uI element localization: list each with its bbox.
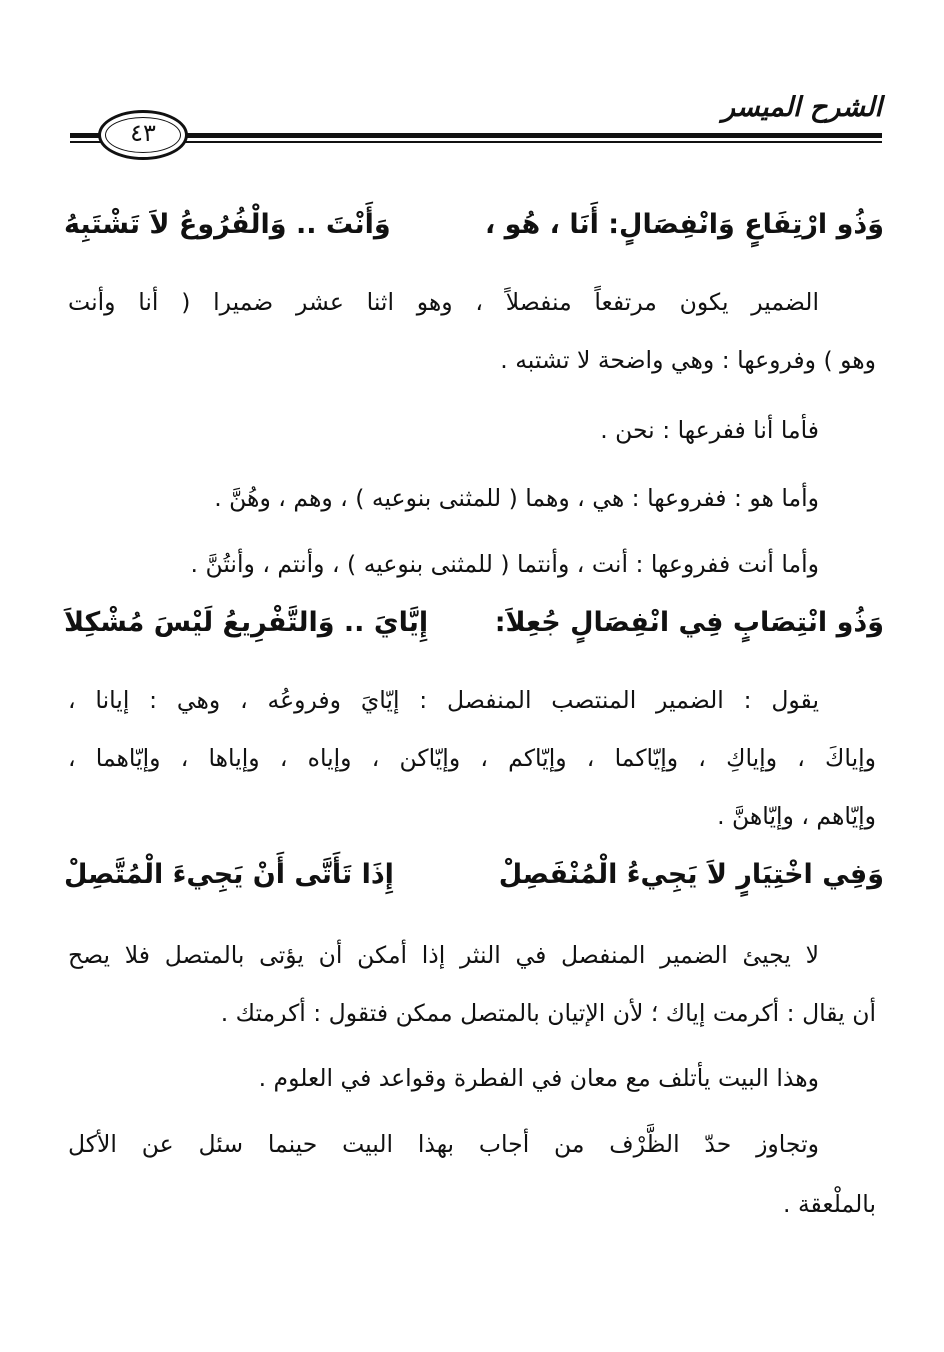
header-rule-thin: [70, 141, 882, 143]
paragraph-5-line-2: وإياكَ ، وإياكِ ، وإيّاكما ، وإيّاكم ، وإيّاكن ، وإياه ، وإياها ، وإيّاهما ،: [68, 744, 876, 772]
paragraph-8-line-2: بالملْعقة .: [783, 1190, 876, 1218]
verse-3-first-hemistich: وَفِي اخْتِيَارٍ لاَ يَجِيءُ الْمُنْفَصِلْ: [498, 859, 884, 890]
paragraph-6-line-2: أن يقال : أكرمت إياك ؛ لأن الإتيان بالمتصل ممكن فتقول : أكرمتك .: [220, 999, 876, 1027]
verse-line-2: [64, 603, 884, 643]
paragraph-8-line-1: وتجاوز حدّ الظَّرْف من أجاب بهذا البيت حينما سئل عن الأكل: [68, 1130, 819, 1158]
page-number: ٤٣: [130, 119, 156, 147]
verse-line-1: [64, 205, 884, 245]
verse-2-first-hemistich: وَذُو انْتِصَابٍ فِي انْفِصَالٍ جُعِلاَ:: [494, 607, 884, 638]
paragraph-1-line-1: الضمير يكون مرتفعاً منفصلاً ، وهو اثنا عشر ضميرا ( أنا وأنت: [68, 288, 819, 316]
paragraph-2: فأما أنا ففرعها : نحن .: [600, 416, 819, 444]
verse-line-3: [64, 855, 884, 895]
running-header-title: الشرح الميسر: [721, 92, 882, 123]
verse-1-second-hemistich: وَأَنْتَ .. وَالْفُرُوعُ لاَ تَشْتَبِهُ: [64, 209, 391, 240]
paragraph-5-line-1: يقول : الضمير المنتصب المنفصل : إيّايَ وفروعُه ، وهي : إيانا ،: [68, 686, 819, 714]
paragraph-3: وأما هو : ففروعها : هي ، وهما ( للمثنى بنوعيه ) ، وهم ، وهُنَّ .: [214, 484, 819, 512]
paragraph-6-line-1: لا يجيئ الضمير المنفصل في النثر إذا أمكن أن يؤتى بالمتصل فلا يصح: [68, 941, 819, 969]
verse-2-second-hemistich: إِيَّايَ .. وَالتَّفْرِيعُ لَيْسَ مُشْكِلاَ: [64, 607, 429, 638]
header-rule-thick: [70, 133, 882, 138]
paragraph-5-line-3: وإيّاهم ، وإيّاهنَّ .: [717, 802, 876, 830]
paragraph-1-line-2: وهو ) وفروعها : وهي واضحة لا تشتبه .: [500, 346, 876, 374]
paragraph-4: وأما أنت ففروعها : أنت ، وأنتما ( للمثنى بنوعيه ) ، وأنتم ، وأنتُنَّ .: [190, 550, 819, 578]
verse-1-first-hemistich: وَذُو ارْتِفَاعٍ وَانْفِصَالٍ: أَنَا ، هُو ،: [484, 209, 884, 240]
paragraph-7: وهذا البيت يأتلف مع معان في الفطرة وقواعد في العلوم .: [258, 1064, 819, 1092]
page-number-oval: [98, 110, 188, 160]
verse-3-second-hemistich: إِذَا تَأَتَّى أَنْ يَجِيءَ الْمُتَّصِلْ: [64, 859, 394, 890]
